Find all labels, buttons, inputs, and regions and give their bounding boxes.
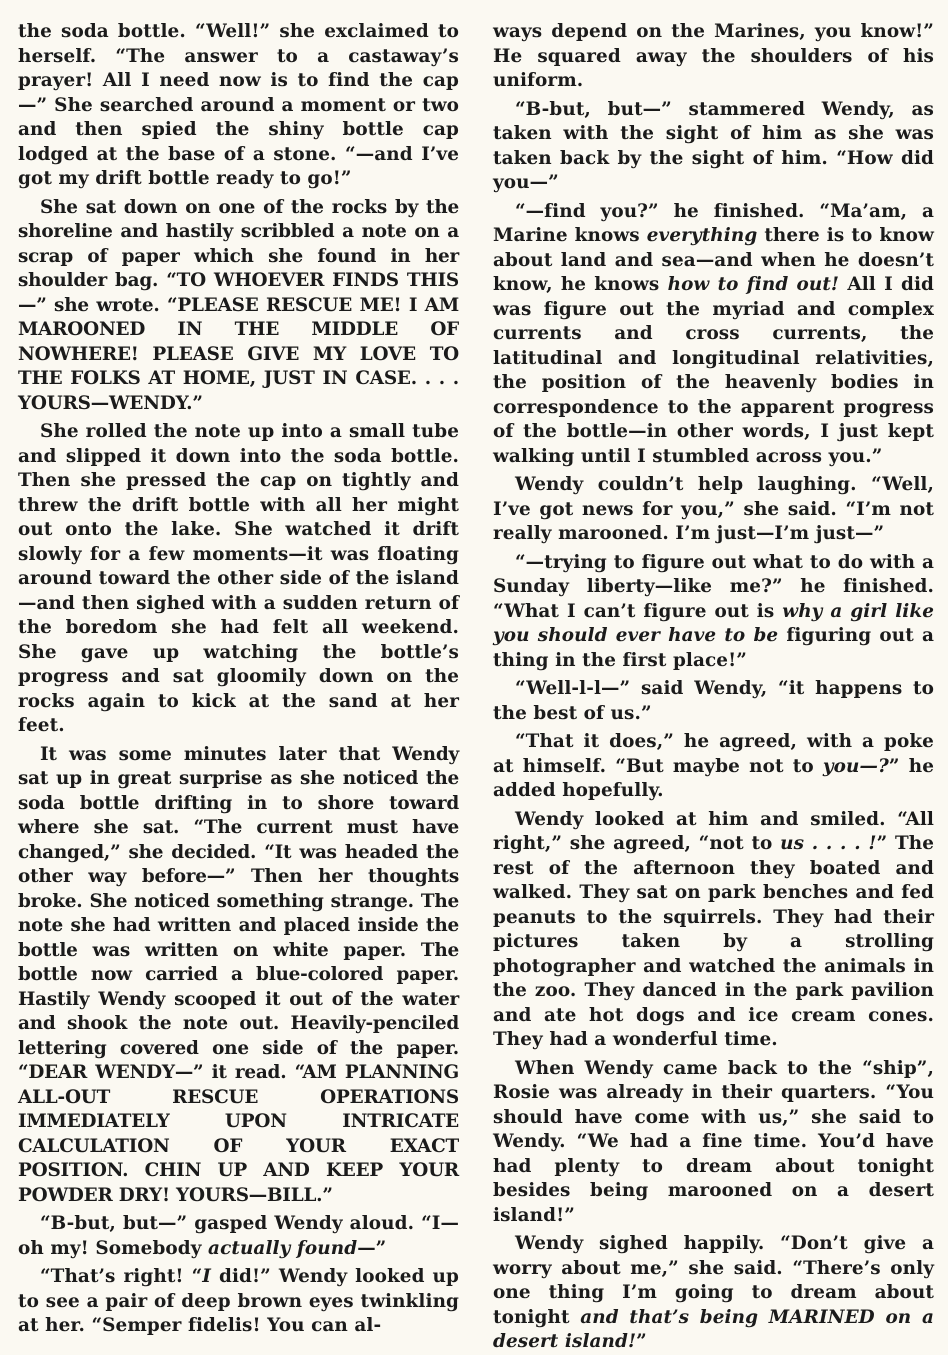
paragraph — [18, 1265, 459, 1339]
paragraph — [493, 551, 934, 674]
paragraph-text: ways depend on the Marines, you know!” He squared away the shoulders of his uniform. — [493, 21, 934, 91]
paragraph — [18, 420, 459, 739]
paragraph-text: All I did was figure out the myriad and complex currents and cross currents, the latitudinal and longitudinal relativities, the position of the heavenly bodies in correspondence to the apparent progress of the bottle—in other words, I just kept walking until I stumbled across you.” — [493, 274, 934, 467]
paragraph-text: “B-but, but—” stammered Wendy, as taken with the sight of him as she was taken back by the sight of him. “How did you—” — [493, 98, 934, 193]
paragraph — [493, 1232, 934, 1355]
paragraph-text: ” he added hopefully. — [493, 755, 934, 801]
italic-text: how to find out! — [667, 274, 840, 295]
paragraph-text: ” — [636, 1331, 647, 1352]
paragraph-text: there is to know about land and sea—and when he doesn’t know, he knows — [493, 225, 934, 295]
paragraph — [493, 1057, 934, 1229]
paragraph — [493, 677, 934, 726]
paragraph-text: figuring out a thing in the first place!” — [493, 625, 934, 671]
italic-text: everything — [646, 225, 758, 246]
paragraph-text: She rolled the note up into a small tube and slipped it down into the soda bottle. Then she pressed the cap on tightly and threw the drift bottle with all her might out onto the lake. She watched it drift slowly for a few moments—it was floating around toward the other side of the island—and then sighed with a sudden return of the boredom she had felt all weekend. She gave up watching the bottle’s progress and sat gloomily down on the rocks again to kick at the sand at her feet. — [18, 421, 459, 736]
paragraph-text: “—find you?” he finished. “Ma’am, a Marine knows — [493, 200, 934, 246]
paragraph-text: the soda bottle. “Well!” she exclaimed to herself. “The answer to a castaway’s prayer! All I need now is to find the cap—” She searched around a moment or two and then spied the shiny bottle cap lodged at the base of a stone. “—and I’ve got my drift bottle ready to go!” — [18, 21, 459, 189]
left-text-column — [18, 20, 459, 1336]
italic-text: and that’s being MARINED on a desert island! — [493, 1306, 935, 1352]
paragraph-text: When Wendy came back to the “ship”, Rosie was already in their quarters. “You should have come with us,” she said to Wendy. “We had a fine time. You’d have had plenty to dream about tonight besides being marooned on a desert island!” — [493, 1057, 934, 1226]
paragraph — [18, 1212, 459, 1261]
italic-text: I — [202, 1266, 211, 1287]
paragraph-text: “That it does,” he agreed, with a poke at himself. “But maybe not to — [493, 731, 934, 777]
paragraph-text: She sat down on one of the rocks by the shoreline and hastily scribbled a note on a scrap of paper which she found in her shoulder bag. “TO WHOEVER FINDS THIS—” she wrote. “PLEASE RESCUE ME! I AM MAROONED IN THE MIDDLE OF NOWHERE! PLEASE GIVE MY LOVE TO THE FOLKS AT HOME, JUST IN CASE. . . . YOURS—WENDY.” — [18, 196, 459, 414]
paragraph-text: ” The rest of the afternoon they boated and walked. They sat on park benches and fed peanuts to the squirrels. They had their pictures taken by a strolling photographer and watched the animals in the zoo. They danced in the park pavilion and ate hot dogs and ice cream cones. They had a wonderful time. — [493, 833, 935, 1050]
paragraph — [18, 743, 459, 1209]
right-text-column — [493, 20, 935, 1352]
italic-text: why a girl like you should ever have to be — [493, 600, 935, 646]
paragraph — [493, 473, 934, 547]
italic-text: actually found — [208, 1237, 358, 1259]
paragraph — [493, 20, 934, 94]
paragraph-text: Wendy couldn’t help laughing. “Well, I’ve got news for you,” she said. “I’m not really marooned. I’m just—I’m just—” — [493, 474, 934, 544]
paragraph — [18, 20, 459, 192]
paragraph — [18, 196, 459, 417]
paragraph — [493, 808, 934, 1053]
paragraph-text: “B-but, but—” gasped Wendy aloud. “I—oh my! Somebody — [18, 1213, 459, 1259]
paragraph — [493, 200, 934, 470]
italic-text: us . . . . ! — [780, 833, 877, 854]
paragraph-text: “—trying to figure out what to do with a Sunday liberty—like me?” he finished. “What I can’t figure out is — [493, 551, 934, 622]
paragraph-text: It was some minutes later that Wendy sat up in great surprise as she noticed the soda bottle drifting in to shore toward where she sat. “The current must have changed,” she decided. “It was headed the other way before—” Then her thoughts broke. She noticed something strange. The note she had written and placed inside the bottle was written on white paper. The bottle now carried a blue-colored paper. Hastily Wendy scooped it out of the water and shook the note out. Heavily-penciled lettering covered one side of the paper. “DEAR WENDY—” it read. “AM PLANNING ALL-OUT RESCUE OPERATIONS IMMEDIATELY UPON INTRICATE CALCULATION OF YOUR EXACT POSITION. CHIN UP AND KEEP YOUR POWDER DRY! YOURS—BILL.” — [18, 743, 459, 1206]
paragraph — [493, 98, 934, 196]
italic-text: you—? — [822, 755, 889, 777]
paragraph-text: —” — [357, 1237, 387, 1259]
paragraph-text: Wendy looked at him and smiled. “All right,” she agreed, “not to — [493, 808, 934, 854]
paragraph-text: “That’s right! “ — [40, 1266, 203, 1287]
paragraph — [493, 730, 934, 804]
paragraph-text: Wendy sighed happily. “Don’t give a worry about me,” she said. “There’s only one thing I’m going to dream about tonight — [493, 1233, 934, 1328]
paragraph-text: “Well-l-l—” said Wendy, “it happens to the best of us.” — [493, 678, 934, 724]
paragraph-text: did!” Wendy looked up to see a pair of deep brown eyes twinkling at her. “Semper fidelis! You can al- — [18, 1266, 459, 1336]
